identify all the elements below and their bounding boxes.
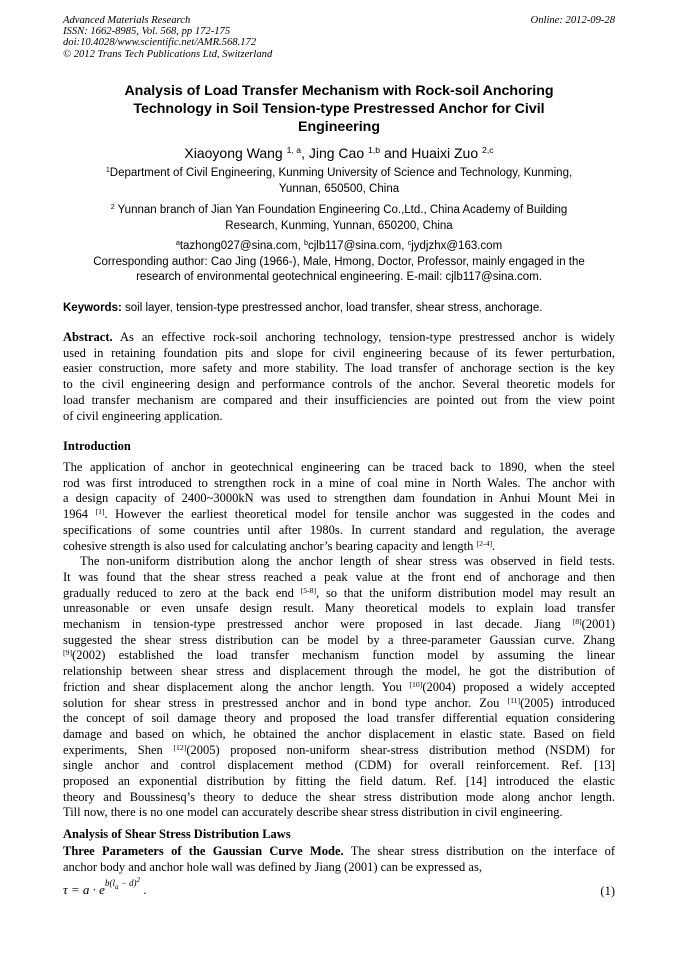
title-line: Engineering (298, 119, 380, 135)
section-heading-introduction: Introduction (63, 439, 131, 453)
online-date: Online: 2012-09-28 (530, 15, 615, 26)
body-line: The non-uniform distribution along the anchor length of shear stress was observed in field tests. (80, 554, 615, 569)
body-line: damage and based on which, he obtained the anchor displacement in elastic state. Based on field (63, 726, 615, 741)
body-line: mechanism in tension-type prestressed anchor were proposed in last decade. Jiang [8](2001) (63, 616, 615, 632)
citation: [11] (507, 695, 521, 705)
body-line: It was found that the shear stress reached a peak value at the front end of anchorage and then (63, 569, 615, 584)
citation: [9] (63, 648, 73, 658)
affiliation-2 (63, 203, 615, 234)
email-mark: a (175, 239, 180, 248)
body-line: a design capacity of 2400~3000kN was used to strengthen dam foundation in Anhui Mount Mei in (63, 491, 615, 506)
author-affiliation-mark: 2,c (482, 145, 494, 156)
affiliation-text: Research, Kunming, Yunnan, 650200, China (225, 219, 453, 232)
affiliation-text: Yunnan, 650500, China (278, 182, 400, 195)
affiliation-1 (63, 166, 615, 197)
body-line: relationship between shear stress and displacement through the model, he got the distribution of (63, 664, 615, 679)
keywords-text: soil layer, tension-type prestressed anchor, load transfer, shear stress, anchorage. (121, 302, 543, 314)
email-mark: b (304, 239, 308, 248)
body-line: the concept of soil damage theory and proposed the load transfer differential equation considering (63, 711, 615, 726)
body-line: rod was first introduced to strengthen rock in a mine of coal mine in North Wales. The anchor with (63, 475, 615, 490)
body-line: theory and Boussinesq’s theory to deduce the shear stress distribution mode along anchor length. (63, 789, 615, 804)
journal-header (63, 15, 615, 60)
citation: [2-4] (476, 538, 493, 548)
abstract-line: of civil engineering application. (63, 408, 223, 423)
body-line: gradually reduced to zero at the back end [5-8], so that the uniform distribution model may result an (63, 585, 615, 600)
citation: [10] (409, 679, 423, 689)
body-line: solution for shear stress in prestressed anchor and in bond type anchor. Zou [11](2005) introduced (63, 695, 615, 710)
abstract-line: Abstract. As an effective rock-soil anchoring technology, tension-type prestressed anchor is widely (63, 330, 615, 344)
abstract-line: to the civil engineering design and performance controls of the anchor. Several theoretic models for (63, 377, 615, 392)
title-line: Technology in Soil Tension-type Prestressed Anchor for Civil (133, 101, 545, 117)
email-address[interactable]: tazhong027@sina.com, (179, 240, 305, 252)
abstract-line: load transfer mechanism are compared and their insufficiencies are pointed out from the view point (63, 392, 615, 407)
equation-exponent: b(la − d)2 (104, 876, 141, 891)
email-line (63, 239, 615, 255)
body-line: The application of anchor in geotechnical engineering can be traced back to 1890, when the steel (63, 460, 615, 474)
paper-title (80, 82, 598, 136)
author-name: , Jing Cao (301, 145, 365, 161)
author-name: Xiaoyong Wang (184, 145, 283, 161)
title-line: Analysis of Load Transfer Mechanism with Rock-soil Anchoring (124, 83, 554, 99)
abstract-line: used in retaining foundation pits and slope for civil engineering because of its fewer perturbation, (63, 345, 615, 360)
body-line: cohesive strength is also used for calculating anchor’s bearing capacity and length [2-4]. (63, 538, 496, 553)
corresponding-author: Corresponding author: Cao Jing (1966-), Male, Hmong, Doctor, Professor, mainly engaged in the (93, 255, 585, 268)
corresponding-author: research of environmental geotechnical engineering. E-mail: cjlb117@sina.com. (136, 271, 542, 283)
affiliation-number: 1 (105, 166, 110, 175)
body-line: Three Parameters of the Gaussian Curve Mode. The shear stress distribution on the interface of (63, 844, 615, 858)
citation: [5-8] (300, 585, 317, 595)
contact-block (63, 239, 615, 286)
subsection-heading: Three Parameters of the Gaussian Curve Mode. (63, 844, 344, 858)
email-mark: c (407, 239, 412, 248)
citation: [1] (95, 506, 105, 516)
affiliation-text: Department of Civil Engineering, Kunming University of Science and Technology, Kunming, (109, 167, 573, 179)
body-line: suggested the shear stress distribution can be model by a three-parameter Gaussian curve. Zhang (63, 632, 615, 647)
introduction-body (63, 460, 615, 821)
journal-name: Advanced Materials Research (63, 15, 191, 26)
journal-issn: ISSN: 1662-8985, Vol. 568, pp 172-175 (63, 26, 231, 38)
abstract-line: easier construction, more safety and more stability. The load transfer of anchorage section is the key (63, 361, 615, 376)
body-line: 1964 [1]. However the earliest theoretical model for tensile anchor was suggested in the codes and (63, 506, 615, 522)
author-affiliation-mark: 1, a (286, 145, 302, 156)
keywords-label: Keywords: (63, 302, 122, 314)
body-line: single anchor and control displacement method (CDM) for overall reinforcement. Ref. [13] (63, 758, 615, 773)
equation-number: (1) (600, 884, 615, 898)
section-heading-shear-stress: Analysis of Shear Stress Distribution Laws (63, 827, 291, 841)
equation-expression: $\tau = a \cdot e^{b(l_a - d)^2}$ . (63, 876, 147, 897)
email-address[interactable]: cjlb117@sina.com, (307, 240, 408, 252)
journal-copyright: © 2012 Trans Tech Publications Ltd, Switzerland (63, 48, 273, 60)
body-line: proposed an exponential distribution by fitting the field datum. Ref. [14] introduced the elastic (63, 774, 615, 789)
citation: [12] (173, 742, 187, 752)
email-address[interactable]: jydjzhx@163.com (411, 240, 503, 252)
body-line: experiments, Shen [12](2005) proposed non-uniform shear-stress distribution method (NSDM) for (63, 742, 616, 757)
body-line: unreasonable or even unsafe design result. Many theoretical models to explain load transfer (63, 601, 615, 616)
author-affiliation-mark: 1,b (368, 145, 381, 156)
body-line: Till now, there is no one model can accurately describe shear stress distribution in civil engineering. (63, 805, 563, 820)
section-body (63, 844, 615, 875)
abstract (63, 330, 615, 424)
citation: [8] (572, 616, 582, 626)
body-line: friction and shear displacement along the anchor length. You [10](2004) proposed a widely accepted (63, 679, 615, 694)
body-line: specifications of some countries until after 1980s. In current standard and regulation, the average (63, 522, 615, 537)
body-line: anchor body and anchor hole wall was defined by Jiang (2001) can be expressed as, (63, 859, 482, 874)
body-line: [9](2002) established the load transfer mechanism function model by assuming the linear (63, 648, 615, 663)
abstract-label: Abstract. (63, 330, 113, 344)
author-list (63, 144, 615, 162)
journal-doi: doi:10.4028/www.scientific.net/AMR.568.172 (63, 37, 257, 49)
affiliation-text: Yunnan branch of Jian Yan Foundation Engineering Co.,Ltd., China Academy of Building (114, 204, 568, 216)
author-name: and Huaixi Zuo (380, 145, 479, 161)
keywords (63, 301, 623, 316)
affiliation-number: 2 (110, 203, 115, 212)
